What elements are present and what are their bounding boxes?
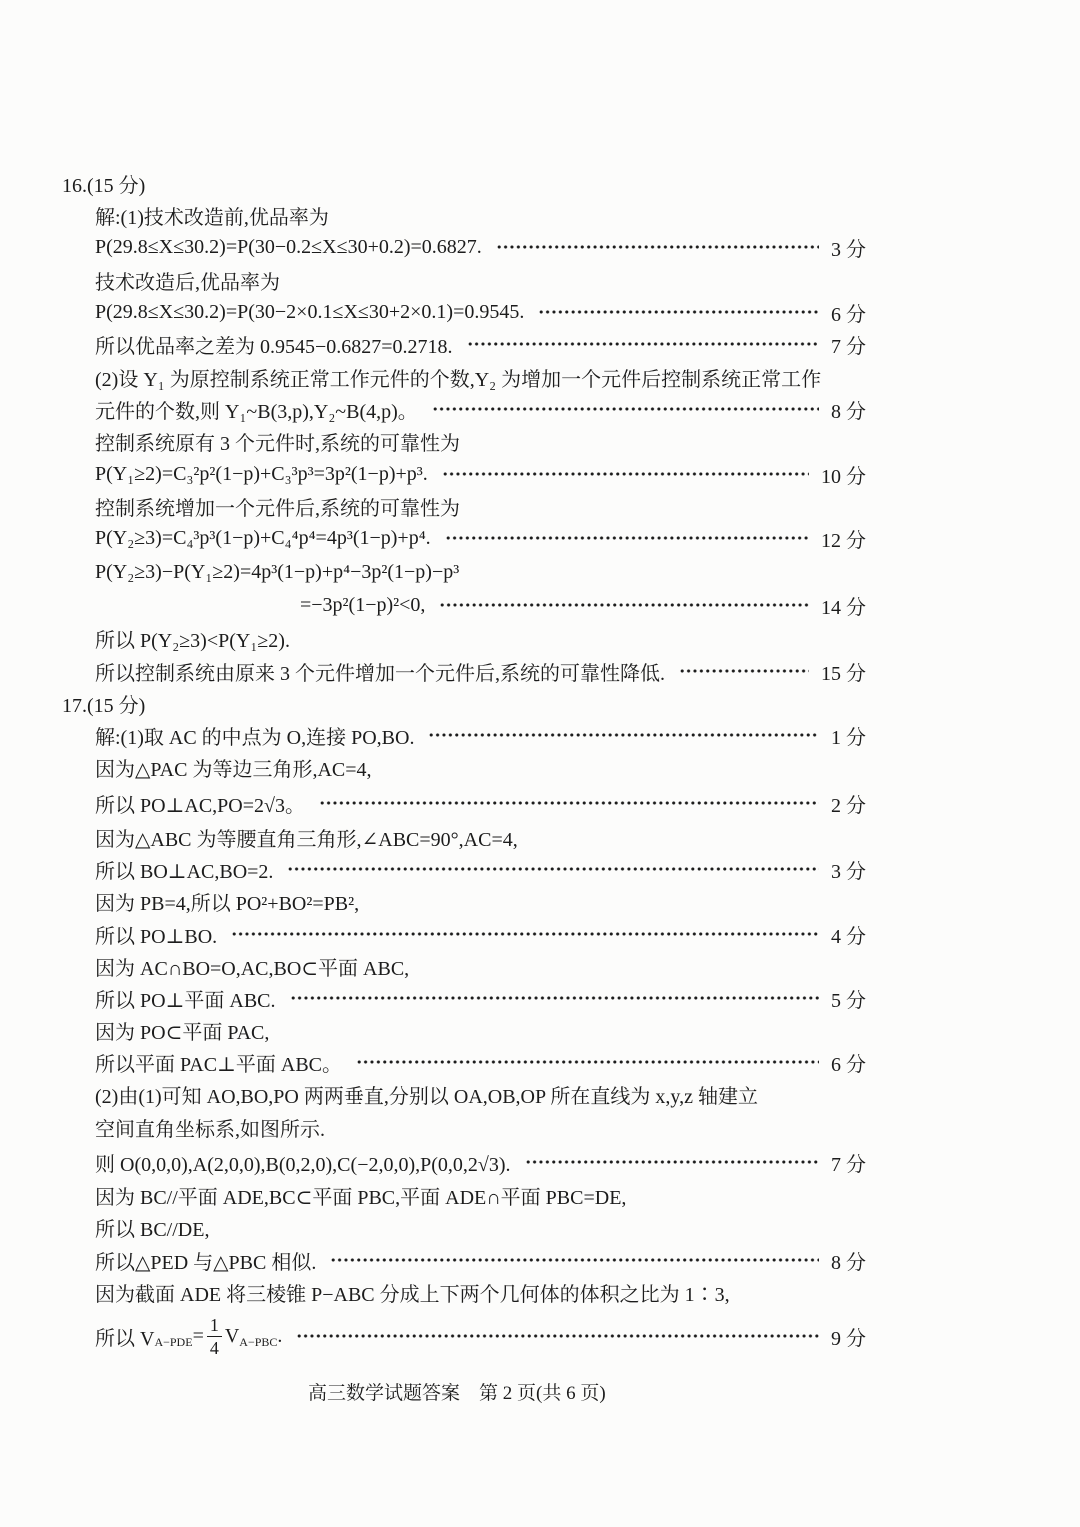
formula-subscript-right: A−PBC — [239, 1334, 278, 1349]
score-label: 7 分 — [831, 1153, 866, 1176]
solution-line — [95, 655, 866, 687]
solution-line — [95, 1111, 866, 1143]
solution-text: P(29.8≤X≤30.2)=P(30−0.2≤X≤30+0.2)=0.6827. — [95, 235, 482, 258]
fraction-numerator: 1 — [207, 1316, 222, 1337]
solution-text: 空间直角坐标系,如图所示. — [95, 1118, 325, 1141]
page-footer — [308, 1375, 606, 1407]
fraction — [207, 1316, 222, 1357]
question-number: 16.(15 分) — [62, 174, 146, 197]
solution-text: 因为 PO⊂平面 PAC, — [95, 1021, 270, 1044]
solution-text: 因为 PB=4,所以 PO²+BO²=PB², — [95, 892, 360, 915]
score-label: 3 分 — [831, 860, 866, 883]
solution-line — [95, 296, 866, 328]
formula-volume: V — [224, 1324, 240, 1347]
solution-text: (2)设 Y₁ 为原控制系统正常工作元件的个数,Y₂ 为增加一个元件后控制系统正常工作 — [95, 368, 822, 391]
solution-line — [95, 361, 866, 393]
formula-end: . — [277, 1324, 283, 1347]
solution-text: 因为△PAC 为等边三角形,AC=4, — [95, 758, 372, 781]
solution-text: 所以△PED 与△PBC 相似. — [95, 1251, 317, 1274]
solution-line — [95, 853, 866, 885]
solution-line — [95, 1244, 866, 1276]
score-label: 3 分 — [831, 238, 866, 261]
solution-text: P(Y₂≥3)=C₄³p³(1−p)+C₄⁴p⁴=4p³(1−p)+p⁴. — [95, 526, 431, 549]
footer-text: 高三数学试题答案 第 2 页(共 6 页) — [308, 1382, 606, 1404]
score-label: 15 分 — [821, 662, 866, 685]
dot-leader — [428, 732, 819, 738]
solution-line — [300, 589, 866, 621]
score-label: 2 分 — [831, 794, 866, 817]
dot-leader — [356, 1059, 819, 1065]
solution-line — [95, 231, 866, 263]
dot-leader — [467, 341, 819, 347]
solution-text: 因为 AC∩BO=O,AC,BO⊂平面 ABC, — [95, 957, 410, 980]
dot-leader — [290, 995, 820, 1001]
dot-leader — [432, 406, 819, 412]
dot-leader — [439, 602, 809, 608]
score-label: 6 分 — [831, 1053, 866, 1076]
solution-text: 因为截面 ADE 将三棱锥 P−ABC 分成上下两个几何体的体积之比为 1∶3, — [95, 1283, 730, 1306]
volume-ratio-formula — [95, 1312, 866, 1360]
score-label: 8 分 — [831, 1251, 866, 1274]
solution-text: 所以 BC//DE, — [95, 1218, 210, 1241]
solution-text: 所以 P(Y₂≥3)<P(Y₁≥2). — [95, 629, 290, 652]
solution-text: P(29.8≤X≤30.2)=P(30−2×0.1≤X≤30+2×0.1)=0.9545. — [95, 300, 525, 323]
solution-text: 所以优品率之差为 0.9545−0.6827=0.2718. — [95, 335, 453, 358]
solution-line — [95, 556, 866, 588]
solution-line — [95, 885, 866, 917]
solution-line — [95, 751, 866, 783]
solution-text: 所以 PO⊥AC,PO=2√3。 — [95, 794, 305, 817]
score-label: 14 分 — [821, 596, 866, 619]
solution-line — [95, 622, 866, 654]
solution-text: 技术改造后,优品率为 — [95, 271, 280, 294]
solution-text: 元件的个数,则 Y₁~B(3,p),Y₂~B(4,p)。 — [95, 400, 418, 423]
dot-leader — [231, 931, 819, 937]
solution-line — [95, 1078, 866, 1110]
fraction-denominator: 4 — [209, 1337, 219, 1358]
dot-leader — [330, 1257, 819, 1263]
solution-line — [95, 1014, 866, 1046]
dot-leader — [445, 535, 809, 541]
solution-line — [95, 950, 866, 982]
solution-line — [95, 918, 866, 950]
solution-line — [95, 982, 866, 1014]
score-label: 12 分 — [821, 529, 866, 552]
solution-line — [95, 1276, 866, 1308]
solution-text: 控制系统增加一个元件后,系统的可靠性为 — [95, 497, 460, 520]
solution-line — [95, 1046, 866, 1078]
solution-text: 因为 BC//平面 ADE,BC⊂平面 PBC,平面 ADE∩平面 PBC=DE, — [95, 1186, 627, 1209]
solution-line — [95, 1211, 866, 1243]
solution-line — [95, 821, 866, 853]
solution-line — [95, 1146, 866, 1178]
dot-leader — [496, 244, 819, 250]
solution-text: 所以 PO⊥平面 ABC. — [95, 989, 276, 1012]
solution-line — [95, 328, 866, 360]
question-17-header — [62, 687, 833, 719]
dot-leader — [319, 800, 819, 806]
dot-leader — [442, 471, 809, 477]
solution-line — [95, 199, 866, 231]
solution-text: 所以平面 PAC⊥平面 ABC。 — [95, 1053, 343, 1076]
solution-text: 所以 PO⊥BO. — [95, 925, 218, 948]
score-label: 7 分 — [831, 335, 866, 358]
formula-equals: = — [192, 1324, 204, 1347]
question-number: 17.(15 分) — [62, 694, 146, 717]
dot-leader — [525, 1159, 819, 1165]
solution-text: P(Y₂≥3)−P(Y₁≥2)=4p³(1−p)+p⁴−3p²(1−p)−p³ — [95, 560, 460, 583]
solution-line — [95, 1179, 866, 1211]
solution-text: 解:(1)取 AC 的中点为 O,连接 PO,BO. — [95, 726, 415, 749]
solution-text: 所以 BO⊥AC,BO=2. — [95, 860, 274, 883]
score-label: 8 分 — [831, 400, 866, 423]
solution-line — [95, 393, 866, 425]
solution-line — [95, 458, 866, 490]
dot-leader — [296, 1333, 819, 1339]
dot-leader — [538, 309, 819, 315]
score-label: 6 分 — [831, 303, 866, 326]
solution-text: 因为△ABC 为等腰直角三角形,∠ABC=90°,AC=4, — [95, 828, 518, 851]
solution-line — [95, 522, 866, 554]
solution-text: =−3p²(1−p)²<0, — [300, 593, 426, 616]
formula-subscript-left: A−PDE — [154, 1334, 193, 1349]
solution-line — [95, 425, 866, 457]
formula-lead: 所以 V — [95, 1327, 155, 1350]
solution-text: 控制系统原有 3 个元件时,系统的可靠性为 — [95, 432, 460, 455]
question-16-header — [62, 167, 833, 199]
solution-text: (2)由(1)可知 AO,BO,PO 两两垂直,分别以 OA,OB,OP 所在直线为 x,y,z 轴建立 — [95, 1085, 758, 1108]
solution-line — [95, 490, 866, 522]
dot-leader — [287, 866, 819, 872]
dot-leader — [679, 668, 809, 674]
score-label: 9 分 — [831, 1327, 866, 1350]
solution-line — [95, 719, 866, 751]
score-label: 10 分 — [821, 465, 866, 488]
solution-line — [95, 787, 866, 819]
solution-text: P(Y₁≥2)=C₃²p²(1−p)+C₃³p³=3p²(1−p)+p³. — [95, 462, 428, 485]
score-label: 5 分 — [831, 989, 866, 1012]
score-label: 4 分 — [831, 925, 866, 948]
score-label: 1 分 — [831, 726, 866, 749]
solution-text: 则 O(0,0,0),A(2,0,0),B(0,2,0),C(−2,0,0),P(0,0,2√3). — [95, 1153, 511, 1176]
solution-text: 解:(1)技术改造前,优品率为 — [95, 206, 329, 229]
solution-line — [95, 264, 866, 296]
solution-text: 所以控制系统由原来 3 个元件增加一个元件后,系统的可靠性降低. — [95, 662, 665, 685]
